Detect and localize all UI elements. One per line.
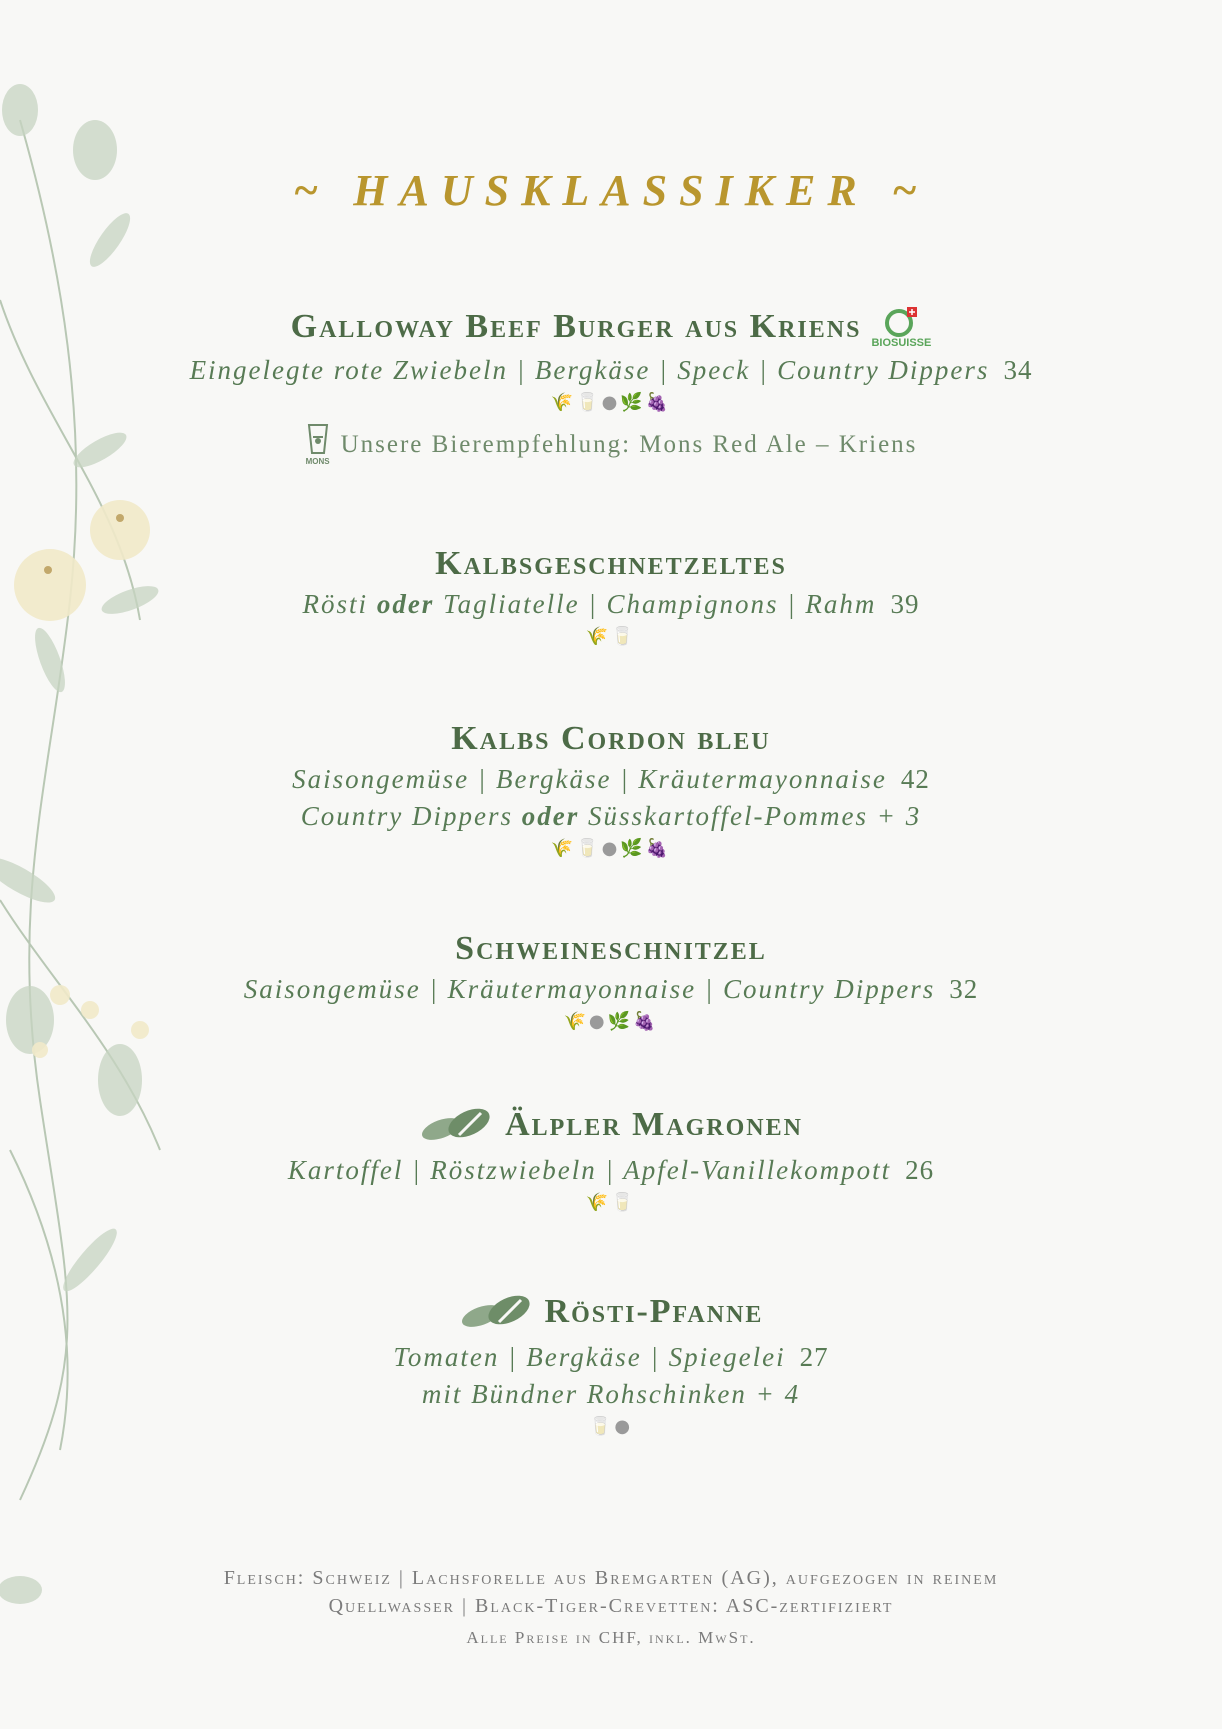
dish-name-text: Kalbs Cordon bleu	[451, 720, 771, 757]
price: 26	[905, 1155, 935, 1185]
description-text: Eingelegte rote Zwiebeln | Bergkäse | Speck | Country Dippers	[189, 355, 990, 385]
dish-description	[0, 355, 1222, 386]
page-title: ~ HAUSKLASSIKER ~	[293, 166, 929, 215]
beer-glass-icon	[305, 423, 331, 466]
dish-name	[435, 545, 787, 583]
dish-name-text: Kalbsgeschnetzeltes	[435, 545, 787, 582]
description-text: Country Dippers	[300, 801, 522, 831]
mons-logo-text: MONS	[305, 457, 330, 466]
dish-name	[451, 720, 770, 758]
menu-item	[0, 1105, 1222, 1213]
dish-description	[0, 589, 1222, 620]
allergen-icons: 🌾●🌿🍇	[563, 1011, 659, 1032]
dish-description	[0, 764, 1222, 795]
floral-decoration	[0, 0, 200, 1729]
origin-line-2: Quellwasser | Black-Tiger-Crevetten: ASC-zertifiziert	[328, 1595, 894, 1617]
description-text: Rösti	[302, 589, 377, 619]
dish-name	[291, 305, 932, 349]
dish-name-text: Älpler Magronen	[505, 1106, 803, 1143]
dish-option	[0, 1379, 1222, 1410]
oder-text: oder	[376, 589, 435, 619]
dish-description	[0, 974, 1222, 1005]
dish-name-text: Schweineschnitzel	[455, 930, 767, 967]
dish-option	[0, 801, 1222, 832]
price: 34	[1003, 355, 1033, 385]
allergen-icons: 🌾🥛●🌿🍇	[550, 838, 672, 859]
menu-item	[0, 305, 1222, 467]
menu-item	[0, 930, 1222, 1032]
beer-text: Unsere Bierempfehlung: Mons Red Ale – Kriens	[340, 430, 918, 458]
price: 39	[890, 589, 920, 619]
dish-description	[0, 1342, 1222, 1373]
description-text: Saisongemüse | Kräutermayonnaise | Country Dippers	[243, 974, 936, 1004]
price: 32	[949, 974, 979, 1004]
description-text: Tomaten | Bergkäse | Spiegelei	[393, 1342, 786, 1372]
menu-item	[0, 720, 1222, 859]
bio-bud-icon	[881, 305, 921, 337]
beer-recommendation	[305, 423, 918, 466]
suisse-text: SUISSE	[891, 337, 932, 349]
bio-suisse-logo	[871, 305, 931, 349]
oder-text: oder	[521, 801, 580, 831]
dish-description	[0, 1155, 1222, 1186]
description-text: Süsskartoffel-Pommes + 3	[579, 801, 922, 831]
dish-name-text: Rösti-Pfanne	[544, 1293, 764, 1330]
bio-text: BIO	[871, 337, 891, 349]
price-note: Alle Preise in CHF, inkl. MwSt.	[466, 1628, 756, 1647]
dish-name	[459, 1292, 764, 1332]
description-text: Kartoffel | Röstzwiebeln | Apfel-Vanillekompott	[287, 1155, 892, 1185]
dish-name	[419, 1105, 803, 1145]
dish-name	[455, 930, 767, 968]
footer-notes	[0, 1564, 1222, 1648]
price: 27	[799, 1342, 829, 1372]
origin-line-1: Fleisch: Schweiz | Lachsforelle aus Bremgarten (AG), aufgezogen in reinem	[223, 1567, 999, 1589]
description-text: Tagliatelle | Champignons | Rahm	[434, 589, 877, 619]
leaf-fork-icon	[419, 1105, 495, 1145]
description-text: mit Bündner Rohschinken + 4	[421, 1379, 801, 1409]
dish-name-text: Galloway Beef Burger aus Kriens	[290, 308, 862, 345]
allergen-icons: 🥛●	[588, 1416, 634, 1437]
allergen-icons: 🌾🥛●🌿🍇	[550, 392, 672, 413]
menu-item	[0, 1292, 1222, 1437]
leaf-fork-icon	[459, 1292, 535, 1332]
allergen-icons: 🌾🥛	[585, 1192, 637, 1213]
menu-item	[0, 545, 1222, 647]
allergen-icons: 🌾🥛	[585, 626, 637, 647]
description-text: Saisongemüse | Bergkäse | Kräutermayonnaise	[292, 764, 887, 794]
price: 42	[900, 764, 930, 794]
